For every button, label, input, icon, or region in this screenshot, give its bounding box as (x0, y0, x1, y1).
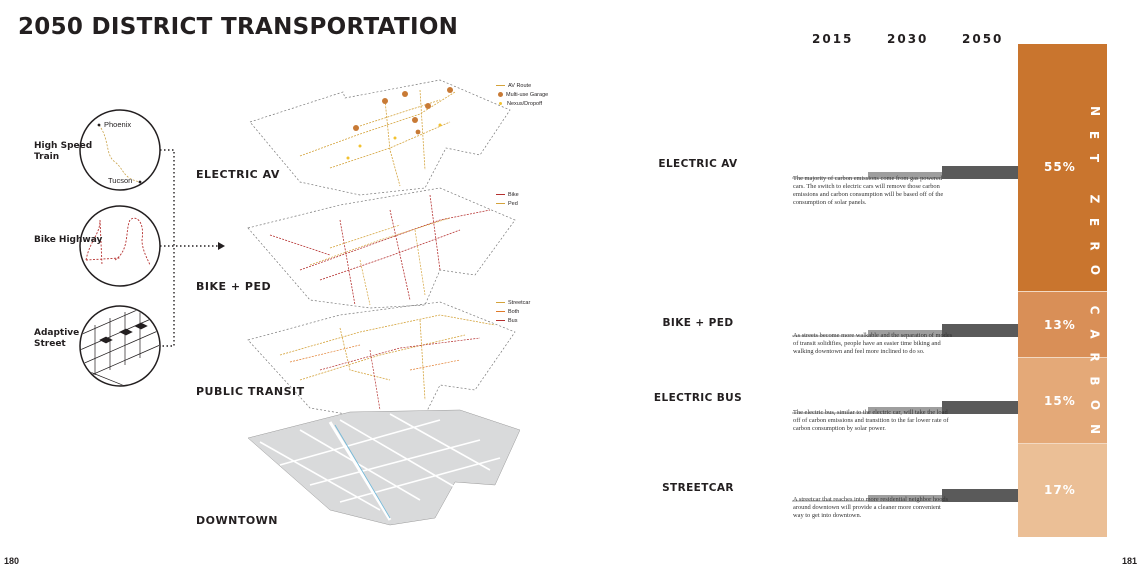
vertical-letter: E (1087, 130, 1102, 139)
timeline-segment-2050 (942, 489, 1018, 502)
vertical-letter: O (1088, 264, 1103, 275)
layer-label-av: ELECTRIC AV (196, 168, 280, 181)
year-2015: 2015 (812, 32, 854, 46)
timeline-segment-2050 (942, 324, 1018, 337)
legend-item-nexus: Nexus/Dropoff (496, 100, 548, 109)
bike-circle (80, 206, 160, 286)
percent-streetcar: 17% (1044, 483, 1076, 497)
mode-label: ELECTRIC BUS (653, 392, 743, 404)
layer-public-transit (248, 302, 515, 418)
mode-description: The electric bus, similar to the electric car, will take the load off of carbon emissions and transition to the far lower rate of carbon consumption by solar power. (793, 409, 949, 432)
legend-item-streetcar: Streetcar (496, 299, 530, 308)
layer-electric-av (250, 80, 510, 195)
vertical-letter: T (1087, 154, 1102, 163)
vertical-letter: O (1088, 399, 1103, 410)
connector-bracket (160, 150, 174, 346)
mode-label: ELECTRIC AV (658, 158, 738, 170)
vertical-letter: B (1087, 376, 1102, 386)
vertical-letter: R (1087, 352, 1102, 363)
legend-bike (496, 191, 519, 209)
arrow-head-icon (218, 242, 225, 250)
vertical-letter: N (1088, 423, 1103, 434)
phoenix-label: Phoenix (104, 120, 132, 129)
legend-item-bike: Bike (496, 191, 519, 200)
layer-label-bike: BIKE + PED (196, 280, 272, 293)
mode-description: The majority of carbon emissions come from gas powered cars. The switch to electric cars will remove those carbon emissions and carbon consumption will be based off of the consumption of solar panels. (793, 175, 944, 206)
percent-electric-av: 55% (1044, 160, 1076, 174)
carbon-share-column (1018, 44, 1107, 537)
legend-item-ped: Ped (496, 200, 519, 209)
mode-label: BIKE + PED (662, 317, 734, 329)
phoenix-dot (98, 124, 101, 127)
vertical-letter: Z (1087, 194, 1102, 204)
legend-av (496, 82, 548, 109)
timeline-segment-2050 (942, 401, 1018, 414)
vertical-letter: E (1087, 218, 1102, 227)
mode-label: STREETCAR (662, 482, 734, 494)
percent-bike-ped: 13% (1044, 318, 1076, 332)
percent-electric-bus: 15% (1044, 394, 1076, 408)
year-2030: 2030 (887, 32, 929, 46)
vertical-letter: C (1087, 305, 1102, 315)
timeline-segment-2050 (942, 166, 1018, 179)
regional-label-train: High Speed Train (34, 141, 93, 162)
legend-item-both: Both (496, 308, 530, 317)
layer-label-transit: PUBLIC TRANSIT (196, 385, 305, 398)
page-number-right: 181 (1122, 556, 1138, 566)
year-2050: 2050 (962, 32, 1004, 46)
mode-description: A streetcar that reaches into more residential neighbor hoods around downtown will provide a cleaner more convenient way to get into downtown. (793, 496, 949, 519)
layer-bike-ped (248, 188, 515, 308)
layer-stack (240, 70, 520, 530)
mode-description: As streets become more walkable and the separation of modes of transit solidifies, people have an easier time biking and walking downtown and feel more inclined to do so. (793, 332, 953, 355)
layer-downtown (248, 410, 520, 525)
page-title: 2050 DISTRICT TRANSPORTATION (18, 14, 459, 40)
tucson-dot (139, 181, 142, 184)
legend-item-bus: Bus (496, 317, 530, 326)
legend-item-garage: Multi-use Garage (496, 91, 548, 100)
legend-transit (496, 299, 530, 326)
page-number-left: 180 (4, 556, 20, 566)
tucson-label: Tucson (108, 176, 133, 185)
vertical-letter: N (1088, 105, 1103, 117)
vertical-letter: A (1087, 329, 1102, 339)
regional-label-bike: Bike Highway (34, 235, 103, 245)
layer-label-downtown: DOWNTOWN (196, 514, 279, 527)
vertical-letter: R (1087, 241, 1102, 251)
legend-item-av-route: AV Route (496, 82, 548, 91)
regional-label-street: Adaptive Street (34, 328, 80, 349)
